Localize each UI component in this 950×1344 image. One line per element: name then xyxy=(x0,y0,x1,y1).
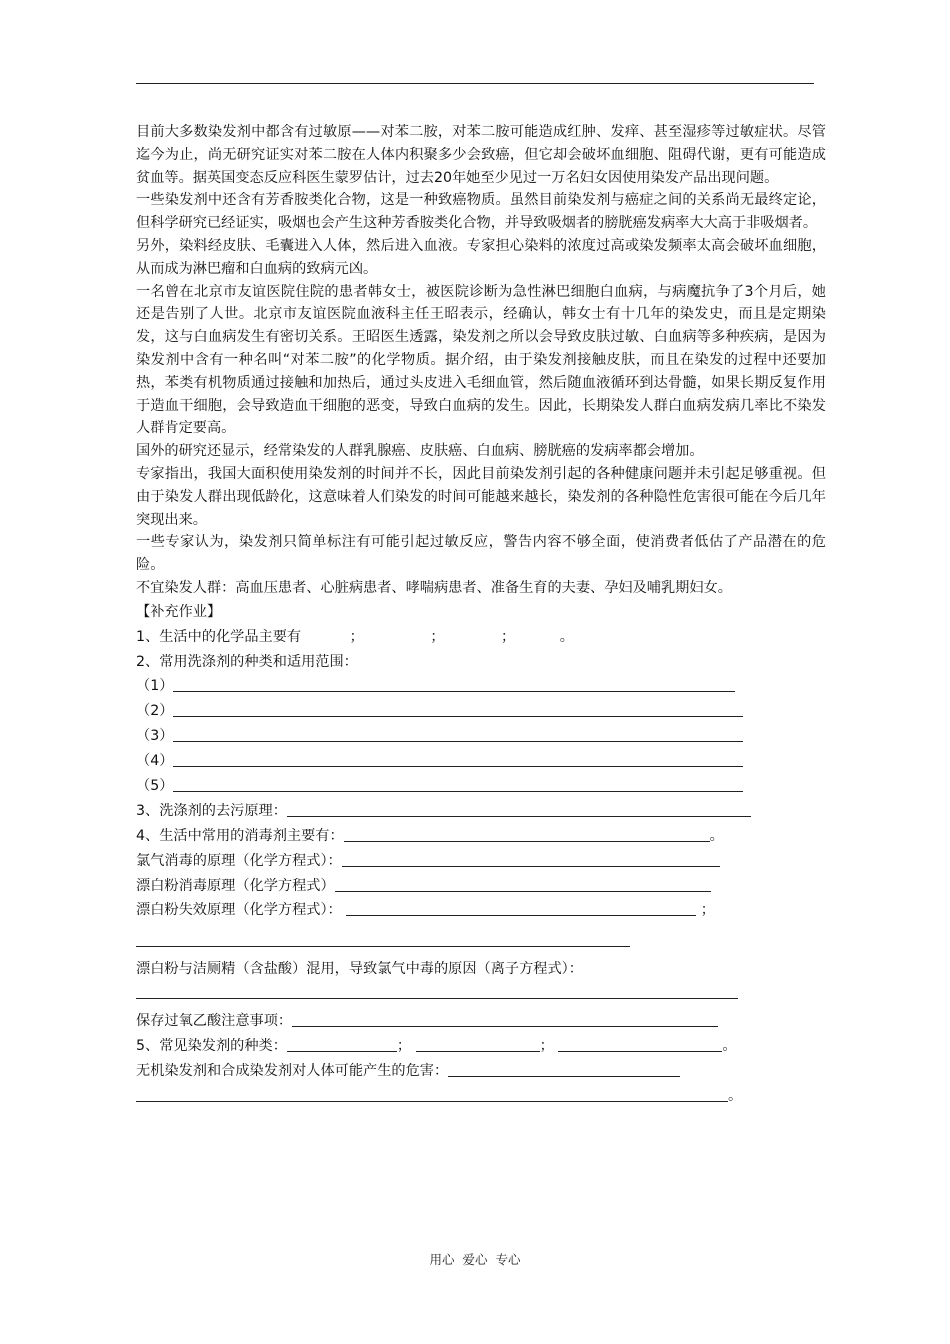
spacer xyxy=(136,947,826,957)
period: 。 xyxy=(728,1087,743,1104)
harm-continuation xyxy=(136,1084,826,1109)
article-paragraph: 一名曾在北京市友谊医院住院的患者韩女士，被医院诊断为急性淋巴细胞白血病，与病魔抗争了3个月后，她还是告别了人世。北京市友谊医院血液科主任王昭表示，经确认，韩女士有十几年的染发史，而且是定期染发，这与白血病发生有密切关系。王昭医生透露，染发剂之所以会导致皮肤过敏、白血病等多种疾病，是因为染发剂中含有一种名叫“对苯二胺”的化学物质。据介绍，由于染发剂接触皮肤，而且在染发的过程中还要加热，苯类有机物质通过接触和加热后，通过头皮进入毛细血管，然后随血液循环到达骨髓，如果长期反复作用于造血干细胞，会导致造血干细胞的恶变，导致白血病的发生。因此，长期染发人群白血病发病几率比不染发人群肯定要高。 xyxy=(136,283,826,437)
question-2-item xyxy=(136,749,826,774)
item-number: （5） xyxy=(136,777,174,794)
separator: ； xyxy=(501,628,516,645)
question-1-text: 1、生活中的化学品主要有 xyxy=(136,628,302,645)
answer-blank[interactable] xyxy=(416,1036,540,1052)
article-paragraph: 国外的研究还显示，经常染发的人群乳腺癌、皮肤癌、白血病、膀胱癌的发病率都会增加。 xyxy=(136,443,704,460)
spacer xyxy=(136,999,826,1009)
chlorine-text: 氯气消毒的原理（化学方程式）： xyxy=(136,852,342,869)
separator: ； xyxy=(396,1038,412,1055)
poison-text: 漂白粉与洁厕精（含盐酸）混用，导致氯气中毒的原因（离子方程式）： xyxy=(136,961,583,978)
item-number: （3） xyxy=(136,728,174,745)
separator: ； xyxy=(539,1038,554,1055)
harm-text: 无机染发剂和合成染发剂对人体可能产生的危害： xyxy=(136,1062,449,1079)
bleach-line xyxy=(136,874,826,899)
question-2-item xyxy=(136,774,826,799)
question-1 xyxy=(136,625,826,650)
answer-blank[interactable] xyxy=(173,751,743,767)
harm-line xyxy=(136,1059,826,1084)
item-number: （2） xyxy=(136,703,174,720)
answer-blank[interactable] xyxy=(558,1036,722,1052)
poison-line xyxy=(136,957,826,982)
spacer xyxy=(136,923,826,946)
spacer xyxy=(136,982,826,998)
answer-blank[interactable] xyxy=(448,1061,680,1077)
bleach-fail-line xyxy=(136,898,826,923)
period: 。 xyxy=(722,1038,737,1055)
question-3-text: 3、洗涤剂的去污原理： xyxy=(136,802,287,819)
peracetic-line xyxy=(136,1009,826,1034)
separator: ； xyxy=(349,628,364,645)
answer-blank[interactable] xyxy=(287,1036,397,1052)
question-5 xyxy=(136,1034,826,1059)
article-paragraph: 专家指出，我国大面积使用染发剂的时间并不长，因此目前染发剂引起的各种健康问题并未引起足够重视。但由于染发人群出现低龄化，这意味着人们染发的时间可能越来越长，染发剂的各种隐性危害很可能在今后几年突现出来。 xyxy=(136,465,826,528)
question-2-item xyxy=(136,724,826,749)
period: 。 xyxy=(709,827,724,844)
exercise-heading-text: 【补充作业】 xyxy=(136,603,222,620)
question-2-item xyxy=(136,674,826,699)
semicolon: ； xyxy=(700,902,715,919)
answer-blank[interactable] xyxy=(346,900,696,916)
answer-blank[interactable] xyxy=(292,1011,718,1027)
peracetic-text: 保存过氧乙酸注意事项： xyxy=(136,1013,293,1030)
answer-blank[interactable] xyxy=(342,851,720,867)
header-rule xyxy=(136,83,814,84)
answer-blank[interactable] xyxy=(344,826,710,842)
question-2 xyxy=(136,650,826,675)
question-2-item xyxy=(136,699,826,724)
bleach-text: 漂白粉消毒原理（化学方程式） xyxy=(136,877,335,894)
answer-blank[interactable] xyxy=(136,1086,728,1102)
question-2-text: 2、常用洗涤剂的种类和适用范围： xyxy=(136,653,358,670)
document-body xyxy=(136,121,826,1109)
chlorine-line xyxy=(136,849,826,874)
article-paragraph: 另外，染料经皮肤、毛囊进入人体，然后进入血液。专家担心染料的浓度过高或染发频率太高会破坏血细胞，从而成为淋巴瘤和白血病的致病元凶。 xyxy=(136,237,826,277)
answer-blank[interactable] xyxy=(173,676,735,692)
article-paragraph: 一些染发剂中还含有芳香胺类化合物，这是一种致癌物质。虽然目前染发剂与癌症之间的关系尚无最终定论，但科学研究已经证实，吸烟也会产生这种芳香胺类化合物，并导致吸烟者的膀胱癌发病率大大高于非吸烟者。 xyxy=(136,192,826,232)
item-number: （4） xyxy=(136,753,174,770)
article-paragraph: 一些专家认为，染发剂只简单标注有可能引起过敏反应，警告内容不够全面，使消费者低估了产品潜在的危险。 xyxy=(136,534,826,574)
answer-blank[interactable] xyxy=(335,876,711,892)
period: 。 xyxy=(559,628,574,645)
bleach-fail-text: 漂白粉失效原理（化学方程式）： xyxy=(136,902,342,919)
question-4-text: 4、生活中常用的消毒剂主要有： xyxy=(136,827,344,844)
article-paragraph: 目前大多数染发剂中都含有过敏原——对苯二胺，对苯二胺可能造成红肿、发痒、甚至湿疹等过敏症状。尽管迄今为止，尚无研究证实对苯二胺在人体内积聚多少会致癌，但它却会破坏血细胞、阻碍代谢，更有可能造成贫血等。据英国变态反应科医生蒙罗估计，过去20年她至少见过一万名妇女因使用染发产品出现问题。 xyxy=(136,124,826,186)
answer-blank[interactable] xyxy=(173,726,743,742)
answer-blank[interactable] xyxy=(287,801,751,817)
answer-blank[interactable] xyxy=(173,776,743,792)
item-number: （1） xyxy=(136,678,174,695)
exercise-heading xyxy=(136,600,826,625)
separator: ； xyxy=(430,628,445,645)
answer-blank[interactable] xyxy=(173,701,743,717)
question-3 xyxy=(136,799,826,824)
question-5-text: 5、常见染发剂的种类： xyxy=(136,1038,287,1055)
question-4 xyxy=(136,824,826,849)
page-footer: 用心 爱心 专心 xyxy=(429,1252,521,1267)
article-paragraph: 不宜染发人群：高血压患者、心脏病患者、哮喘病患者、准备生育的夫妻、孕妇及哺乳期妇女。 xyxy=(136,579,732,596)
